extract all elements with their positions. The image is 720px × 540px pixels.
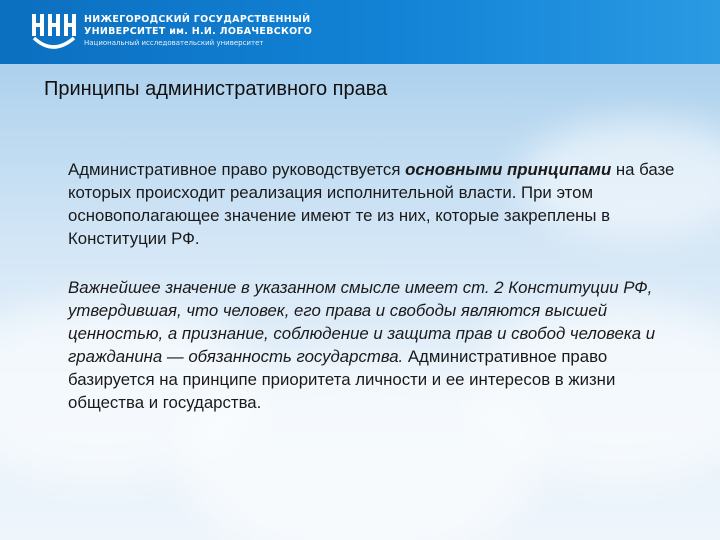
university-name-line2: УНИВЕРСИТЕТ им. Н.И. ЛОБАЧЕВСКОГО: [84, 26, 313, 37]
paragraph-1: [68, 158, 678, 250]
paragraph-2-italic: Важнейшее значение в указанном смысле имеет ст. 2 Конституции РФ, утвердившая, что человек, его права и свободы являются высшей ценностью, а признание, соблюдение и защита прав и свобод человека и гражданина — обязанность государства.: [68, 278, 656, 366]
university-name-line3: Национальный исследовательский университет: [84, 39, 264, 47]
paragraph-1-text-a: Административное право руководствуется: [68, 160, 406, 179]
university-name-line1: НИЖЕГОРОДСКИЙ ГОСУДАРСТВЕННЫЙ: [84, 14, 311, 25]
paragraph-2: [68, 276, 678, 414]
paragraph-2-text: Административное право базируется на принципе приоритета личности и ее интересов в жизни общества и государства.: [68, 347, 616, 412]
unn-logo-icon: [30, 10, 76, 54]
paragraph-1-emphasis: основными принципами: [405, 160, 612, 179]
slide-title: Принципы административного права: [44, 78, 388, 100]
header-banner: [0, 0, 720, 64]
paragraph-1-text-b: на базе которых происходит реализация исполнительной власти. При этом основополагающее значение имеют те из них, которые закреплены в Конституции РФ.: [68, 160, 675, 248]
slide-body: [68, 158, 678, 440]
university-name: [84, 14, 312, 49]
